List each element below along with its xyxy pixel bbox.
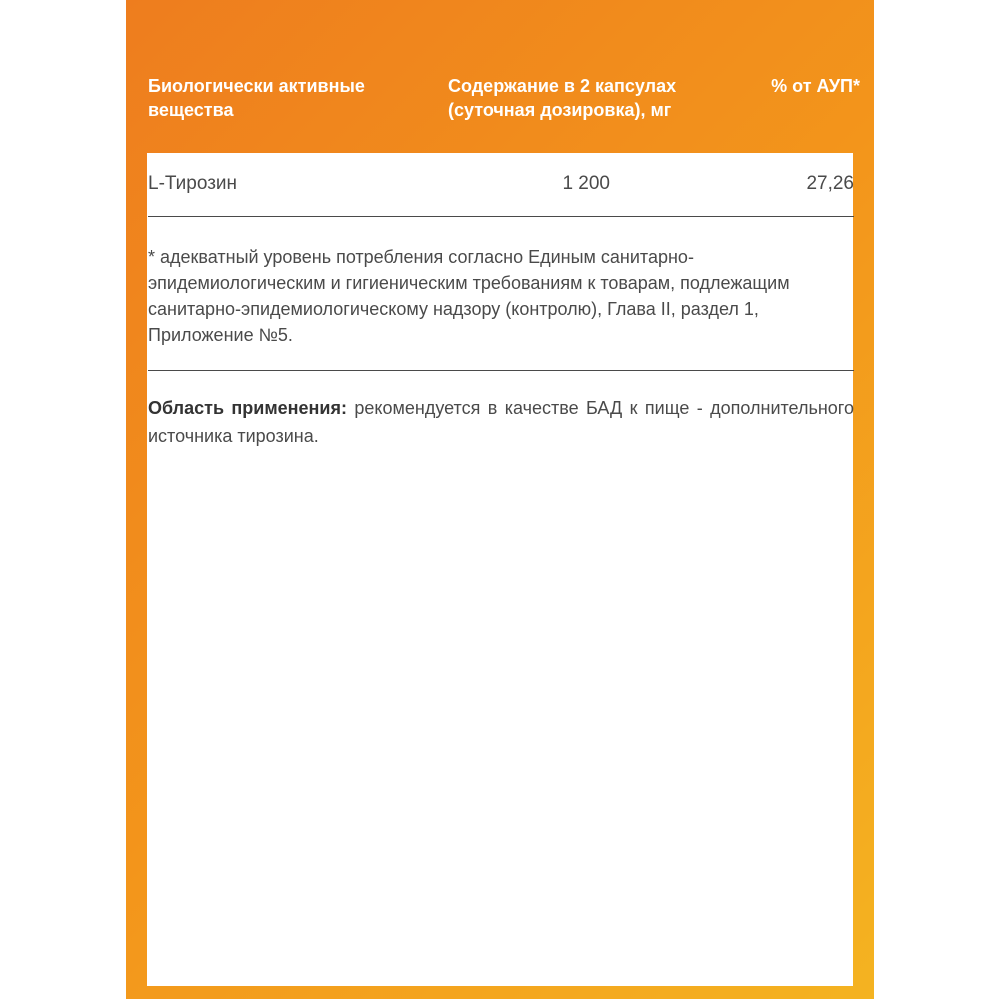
row-amount: 1 200 [562, 173, 610, 194]
row-percent: 27,26 [806, 173, 854, 194]
usage-label: Область применения: [148, 398, 347, 418]
label-panel [126, 0, 874, 999]
header-content: Содержание в 2 капсулах (суточная дозировка), мг [448, 76, 677, 120]
row-substance-name: L-Тирозин [148, 173, 238, 194]
table-divider [148, 216, 854, 217]
usage-text: рекомендуется в качестве БАД к пище - дополнительного источника тирозина. [148, 398, 854, 446]
footnote: * адекватный уровень потребления согласно Единым санитарно-эпидемиологическим и гигиеническим требованиям к товарам, подлежащим санитарно-эпидемиологическому надзору (контролю), Глава II, раздел 1, Приложение №5. [148, 247, 790, 345]
footnote-divider [148, 370, 854, 371]
header-percent: % от АУП* [771, 76, 860, 96]
header-substances: Биологически активные вещества [148, 76, 365, 120]
usage-section [148, 394, 854, 450]
